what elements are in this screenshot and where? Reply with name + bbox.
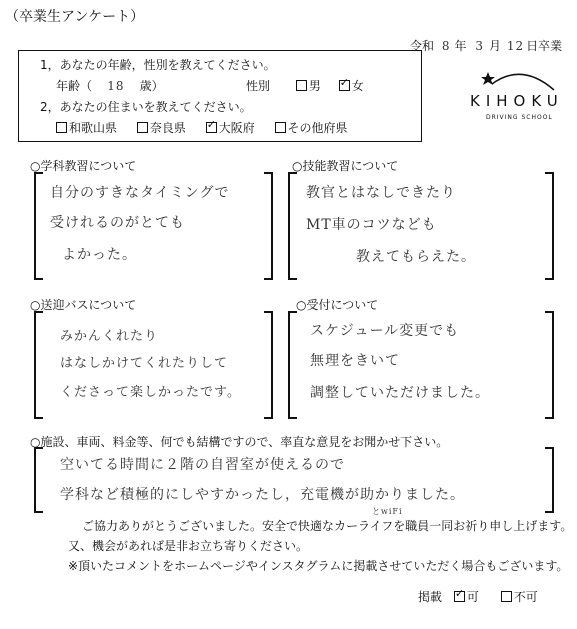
age-field — [56, 77, 164, 94]
page-title: （卒業生アンケート） — [5, 9, 145, 25]
publish-allow-checkbox[interactable] — [454, 591, 465, 602]
date-era: 令和 — [410, 39, 435, 53]
reception-line-1[interactable]: スケジュール変更でも — [310, 323, 460, 339]
other-checkbox[interactable] — [275, 122, 286, 133]
facility-line-2[interactable]: 学科など積極的にしやすかったし，充電機が助かりました。 — [60, 487, 465, 503]
skills-bracket-right — [545, 172, 554, 280]
date-month[interactable]: 3 — [475, 39, 484, 53]
skills-line-2[interactable]: MT車のコツなども — [306, 217, 437, 233]
bus-line-1[interactable]: みかんくれたり — [60, 329, 159, 344]
facility-bracket-right — [545, 447, 554, 513]
reception-line-2[interactable]: 無理をきいて — [310, 353, 400, 369]
bus-line-2[interactable]: はなしかけてくれたりして — [60, 356, 229, 371]
footer-note: ※頂いたコメントをホームページやインスタグラムに掲載させていただく場合もございます。 — [68, 559, 569, 573]
wakayama-checkbox[interactable] — [56, 122, 67, 133]
skills-line-3[interactable]: 教えてもらえた。 — [356, 249, 476, 265]
footer-invite: 又、機会があれば是非お立ち寄りください。 — [68, 539, 309, 553]
age-label: 年齢（ — [56, 79, 93, 93]
residence-option-wakayama[interactable]: 和歌山県 — [56, 121, 117, 135]
publish-deny-option[interactable]: 不可 — [501, 590, 538, 604]
male-checkbox[interactable] — [296, 80, 307, 91]
publish-deny-checkbox[interactable] — [501, 591, 512, 602]
academic-bracket-right — [264, 172, 273, 280]
q2-label: 2，あなたの住まいを教えてください。 — [40, 100, 252, 114]
residence-option-other[interactable]: その他府県 — [275, 121, 348, 135]
academic-bracket-left — [34, 172, 43, 280]
bus-line-3[interactable]: くださって楽しかったです。 — [60, 385, 241, 400]
academic-line-1[interactable]: 自分のすきなタイミングで — [50, 185, 230, 201]
skills-line-1[interactable]: 教官とはなしできたり — [306, 185, 456, 201]
facility-insert-note[interactable]: とwiFi — [372, 507, 403, 516]
residence-option-nara[interactable]: 奈良県 — [137, 121, 186, 135]
publish-permission — [418, 588, 538, 605]
date-day[interactable]: 12 — [506, 39, 525, 53]
reception-section-title: ○受付について — [296, 298, 379, 312]
publish-allow-option[interactable]: ✓ 可 — [454, 590, 479, 604]
logo-subtext: DRIVING SCHOOL — [486, 114, 553, 121]
nara-checkbox[interactable] — [137, 122, 148, 133]
publish-label: 掲載 — [418, 590, 443, 604]
academic-section-title: ○学科教習について — [30, 159, 137, 173]
gender-field — [246, 77, 364, 94]
academic-line-2[interactable]: 受けれるのがとても — [50, 215, 185, 231]
age-value[interactable]: 18 — [107, 79, 125, 93]
facility-line-1[interactable]: 空いてる時間に２階の自習室が使えるので — [60, 457, 345, 473]
reception-bracket-right — [545, 311, 554, 419]
residence-options — [56, 119, 348, 136]
date-year-unit: 年 — [454, 39, 467, 53]
skills-bracket-left — [288, 172, 297, 280]
facility-section-title: ○施設、車両、料金等、何でも結構ですので、率直な意見をお聞かせ下さい。 — [30, 435, 449, 449]
gender-option-male[interactable]: 男 — [296, 79, 321, 93]
age-unit: 歳） — [139, 79, 164, 93]
gender-option-female[interactable]: ✓ 女 — [339, 79, 364, 93]
date-month-unit: 月 — [488, 39, 501, 53]
reception-line-3[interactable]: 調整していただけました。 — [310, 385, 490, 401]
footer-thanks: ご協力ありがとうございました。安全で快適なカーライフを職員一同お祈り申し上げます。 — [82, 519, 573, 533]
bus-section-title: ○送迎バスについて — [30, 298, 137, 312]
reception-bracket-left — [288, 311, 297, 419]
q1-label: 1，あなたの年齢，性別を教えてください。 — [40, 58, 276, 72]
skills-section-title: ○技能教習について — [292, 159, 399, 173]
female-checkbox[interactable] — [339, 80, 350, 91]
logo-text: KIHOKU — [470, 92, 564, 110]
academic-line-3[interactable]: よかった。 — [62, 247, 137, 263]
bus-bracket-left — [34, 311, 43, 419]
date-year[interactable]: 8 — [441, 39, 451, 53]
kihoku-logo — [462, 62, 572, 132]
residence-option-osaka[interactable]: ✓ 大阪府 — [206, 121, 255, 135]
bus-bracket-right — [264, 311, 273, 419]
gender-label: 性別 — [246, 79, 271, 93]
date-day-unit: 日卒業 — [526, 39, 563, 53]
facility-bracket-left — [34, 447, 43, 513]
osaka-checkbox[interactable] — [206, 122, 217, 133]
graduation-date — [410, 37, 562, 54]
